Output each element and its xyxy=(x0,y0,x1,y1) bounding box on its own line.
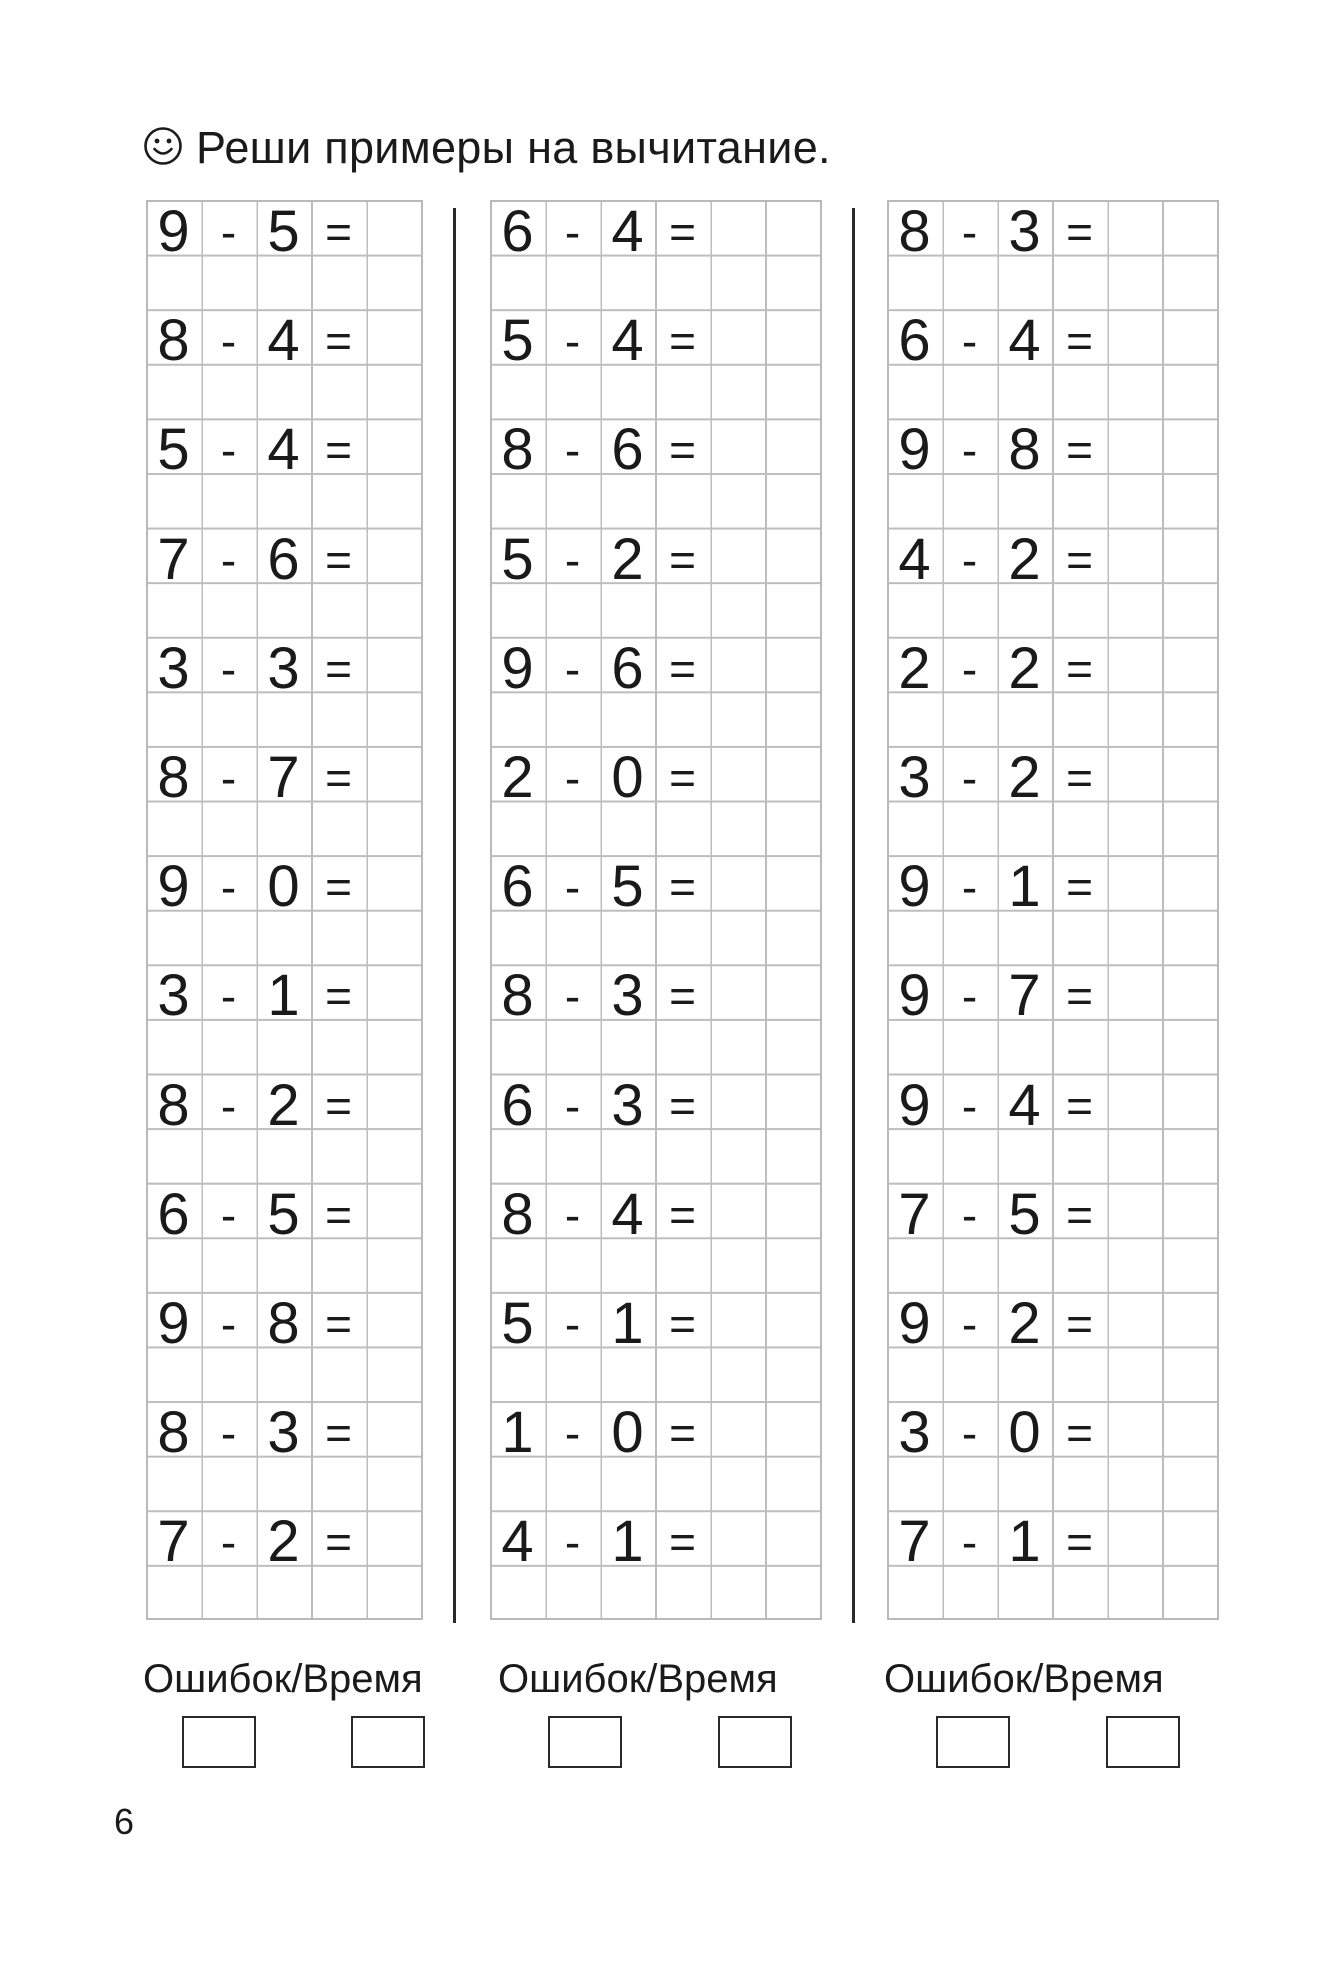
minus-sign: - xyxy=(961,315,978,368)
minuend: 7 xyxy=(898,1181,931,1247)
subtrahend: 2 xyxy=(1008,635,1041,701)
minus-sign: - xyxy=(220,1298,237,1350)
subtrahend: 2 xyxy=(1008,1291,1041,1356)
subtrahend: 4 xyxy=(1008,308,1041,374)
minuend: 6 xyxy=(501,199,534,264)
minus-sign: - xyxy=(961,206,978,258)
errors-box-2[interactable] xyxy=(548,1716,622,1768)
equals-sign: = xyxy=(325,1516,352,1569)
subtrahend: 3 xyxy=(611,1072,644,1138)
page-number: 6 xyxy=(114,1801,135,1842)
minuend: 6 xyxy=(157,1181,190,1247)
subtrahend: 4 xyxy=(611,199,644,264)
minus-sign: - xyxy=(564,315,581,368)
time-box-3[interactable] xyxy=(1106,1716,1180,1768)
minus-sign: - xyxy=(564,533,581,586)
equals-sign: = xyxy=(325,424,352,477)
subtrahend: 5 xyxy=(611,854,644,920)
minus-sign: - xyxy=(961,752,978,804)
equals-sign: = xyxy=(325,861,352,914)
minuend: 5 xyxy=(157,417,190,483)
subtrahend: 4 xyxy=(1008,1072,1041,1138)
equals-sign: = xyxy=(325,642,352,695)
errors-box-3[interactable] xyxy=(936,1716,1010,1768)
equals-sign: = xyxy=(325,206,352,258)
minus-sign: - xyxy=(220,533,237,586)
subtrahend: 5 xyxy=(267,199,300,264)
equals-sign: = xyxy=(1066,206,1093,258)
minuend: 2 xyxy=(501,745,534,810)
minus-sign: - xyxy=(564,1298,581,1350)
subtrahend: 7 xyxy=(1008,963,1041,1029)
errors-time-caption-1: Ошибок/Время xyxy=(143,1657,423,1701)
minuend: 4 xyxy=(898,526,931,592)
minus-sign: - xyxy=(220,1188,237,1241)
time-box-2[interactable] xyxy=(718,1716,792,1768)
subtrahend: 2 xyxy=(267,1072,300,1138)
minuend: 2 xyxy=(898,635,931,701)
minus-sign: - xyxy=(961,424,978,477)
equals-sign: = xyxy=(325,1298,352,1350)
minuend: 9 xyxy=(898,417,931,483)
equals-sign: = xyxy=(325,315,352,368)
subtrahend: 4 xyxy=(611,1181,644,1247)
equals-sign: = xyxy=(1066,642,1093,695)
subtrahend: 6 xyxy=(611,417,644,483)
minuend: 9 xyxy=(898,1072,931,1138)
subtrahend: 3 xyxy=(267,1400,300,1466)
minus-sign: - xyxy=(564,1407,581,1460)
minus-sign: - xyxy=(220,315,237,368)
subtrahend: 7 xyxy=(267,745,300,810)
subtrahend: 0 xyxy=(267,854,300,920)
minus-sign: - xyxy=(220,424,237,477)
equals-sign: = xyxy=(325,1188,352,1241)
minuend: 6 xyxy=(898,308,931,374)
equals-sign: = xyxy=(669,315,696,368)
subtrahend: 0 xyxy=(1008,1400,1041,1466)
equals-sign: = xyxy=(1066,424,1093,477)
minus-sign: - xyxy=(564,206,581,258)
subtrahend: 1 xyxy=(1008,854,1041,920)
equals-sign: = xyxy=(1066,752,1093,804)
equals-sign: = xyxy=(1066,1079,1093,1132)
minuend: 8 xyxy=(157,1072,190,1138)
minus-sign: - xyxy=(564,424,581,477)
minuend: 5 xyxy=(501,1291,534,1356)
subtrahend: 2 xyxy=(1008,745,1041,810)
column-divider xyxy=(453,208,456,1623)
equals-sign: = xyxy=(669,533,696,586)
subtrahend: 0 xyxy=(611,745,644,810)
minus-sign: - xyxy=(961,1079,978,1132)
equals-sign: = xyxy=(325,1079,352,1132)
minus-sign: - xyxy=(961,533,978,586)
minus-sign: - xyxy=(220,752,237,804)
equals-sign: = xyxy=(669,642,696,695)
minuend: 6 xyxy=(501,1072,534,1138)
minuend: 3 xyxy=(898,745,931,810)
minuend: 8 xyxy=(157,308,190,374)
subtrahend: 1 xyxy=(267,963,300,1029)
minuend: 9 xyxy=(898,1291,931,1356)
equals-sign: = xyxy=(1066,861,1093,914)
minuend: 3 xyxy=(157,963,190,1029)
subtrahend: 0 xyxy=(611,1400,644,1466)
minus-sign: - xyxy=(220,1079,237,1132)
minuend: 3 xyxy=(898,1400,931,1466)
subtrahend: 5 xyxy=(267,1181,300,1247)
minuend: 6 xyxy=(501,854,534,920)
equals-sign: = xyxy=(1066,1407,1093,1460)
equals-sign: = xyxy=(325,752,352,804)
minus-sign: - xyxy=(220,1407,237,1460)
equals-sign: = xyxy=(325,1407,352,1460)
minuend: 7 xyxy=(157,1509,190,1575)
minuend: 8 xyxy=(501,417,534,483)
subtrahend: 2 xyxy=(1008,526,1041,592)
minus-sign: - xyxy=(961,1188,978,1241)
minus-sign: - xyxy=(564,970,581,1023)
equals-sign: = xyxy=(669,1188,696,1241)
minus-sign: - xyxy=(220,206,237,258)
equals-sign: = xyxy=(1066,533,1093,586)
equals-sign: = xyxy=(1066,1188,1093,1241)
minuend: 8 xyxy=(157,1400,190,1466)
minuend: 9 xyxy=(898,963,931,1029)
subtrahend: 1 xyxy=(611,1291,644,1356)
minus-sign: - xyxy=(564,1079,581,1132)
minuend: 8 xyxy=(501,963,534,1029)
column-divider xyxy=(852,208,855,1623)
subtrahend: 3 xyxy=(611,963,644,1029)
minuend: 7 xyxy=(898,1509,931,1575)
minus-sign: - xyxy=(961,642,978,695)
subtrahend: 5 xyxy=(1008,1181,1041,1247)
minuend: 9 xyxy=(898,854,931,920)
minuend: 8 xyxy=(898,199,931,264)
equals-sign: = xyxy=(1066,1298,1093,1350)
equals-sign: = xyxy=(669,424,696,477)
minuend: 3 xyxy=(157,635,190,701)
minus-sign: - xyxy=(961,861,978,914)
minuend: 4 xyxy=(501,1509,534,1575)
minus-sign: - xyxy=(564,642,581,695)
equals-sign: = xyxy=(669,1516,696,1569)
equals-sign: = xyxy=(325,970,352,1023)
minuend: 5 xyxy=(501,308,534,374)
worksheet-title xyxy=(143,118,831,178)
equals-sign: = xyxy=(325,533,352,586)
equals-sign: = xyxy=(669,861,696,914)
subtrahend: 4 xyxy=(611,308,644,374)
minus-sign: - xyxy=(961,1516,978,1569)
minus-sign: - xyxy=(961,1298,978,1350)
minus-sign: - xyxy=(220,861,237,914)
subtrahend: 4 xyxy=(267,308,300,374)
minus-sign: - xyxy=(564,861,581,914)
subtrahend: 2 xyxy=(267,1509,300,1575)
subtrahend: 6 xyxy=(267,526,300,592)
errors-time-caption-2: Ошибок/Время xyxy=(498,1657,778,1701)
minus-sign: - xyxy=(564,1188,581,1241)
subtrahend: 8 xyxy=(1008,417,1041,483)
equals-sign: = xyxy=(669,752,696,804)
subtrahend: 1 xyxy=(611,1509,644,1575)
time-box-1[interactable] xyxy=(351,1716,425,1768)
minuend: 9 xyxy=(157,1291,190,1356)
title-text: Реши примеры на вычитание. xyxy=(196,122,831,173)
subtrahend: 3 xyxy=(1008,199,1041,264)
errors-time-caption-3: Ошибок/Время xyxy=(884,1657,1164,1701)
minuend: 9 xyxy=(157,199,190,264)
subtrahend: 2 xyxy=(611,526,644,592)
subtrahend: 3 xyxy=(267,635,300,701)
minus-sign: - xyxy=(961,1407,978,1460)
smiley-face-icon xyxy=(143,126,183,166)
subtrahend: 1 xyxy=(1008,1509,1041,1575)
minus-sign: - xyxy=(564,1516,581,1569)
minus-sign: - xyxy=(220,970,237,1023)
equals-sign: = xyxy=(1066,315,1093,368)
minus-sign: - xyxy=(220,642,237,695)
errors-box-1[interactable] xyxy=(182,1716,256,1768)
minuend: 9 xyxy=(157,854,190,920)
minus-sign: - xyxy=(220,1516,237,1569)
minuend: 5 xyxy=(501,526,534,592)
minus-sign: - xyxy=(961,970,978,1023)
equals-sign: = xyxy=(669,1079,696,1132)
minuend: 9 xyxy=(501,635,534,701)
equals-sign: = xyxy=(1066,1516,1093,1569)
subtrahend: 6 xyxy=(611,635,644,701)
equals-sign: = xyxy=(669,970,696,1023)
minus-sign: - xyxy=(564,752,581,804)
equals-sign: = xyxy=(669,206,696,258)
equals-sign: = xyxy=(1066,970,1093,1023)
subtrahend: 8 xyxy=(267,1291,300,1356)
subtrahend: 4 xyxy=(267,417,300,483)
minuend: 7 xyxy=(157,526,190,592)
minuend: 8 xyxy=(157,745,190,810)
equals-sign: = xyxy=(669,1298,696,1350)
equals-sign: = xyxy=(669,1407,696,1460)
minuend: 1 xyxy=(501,1400,534,1466)
minuend: 8 xyxy=(501,1181,534,1247)
